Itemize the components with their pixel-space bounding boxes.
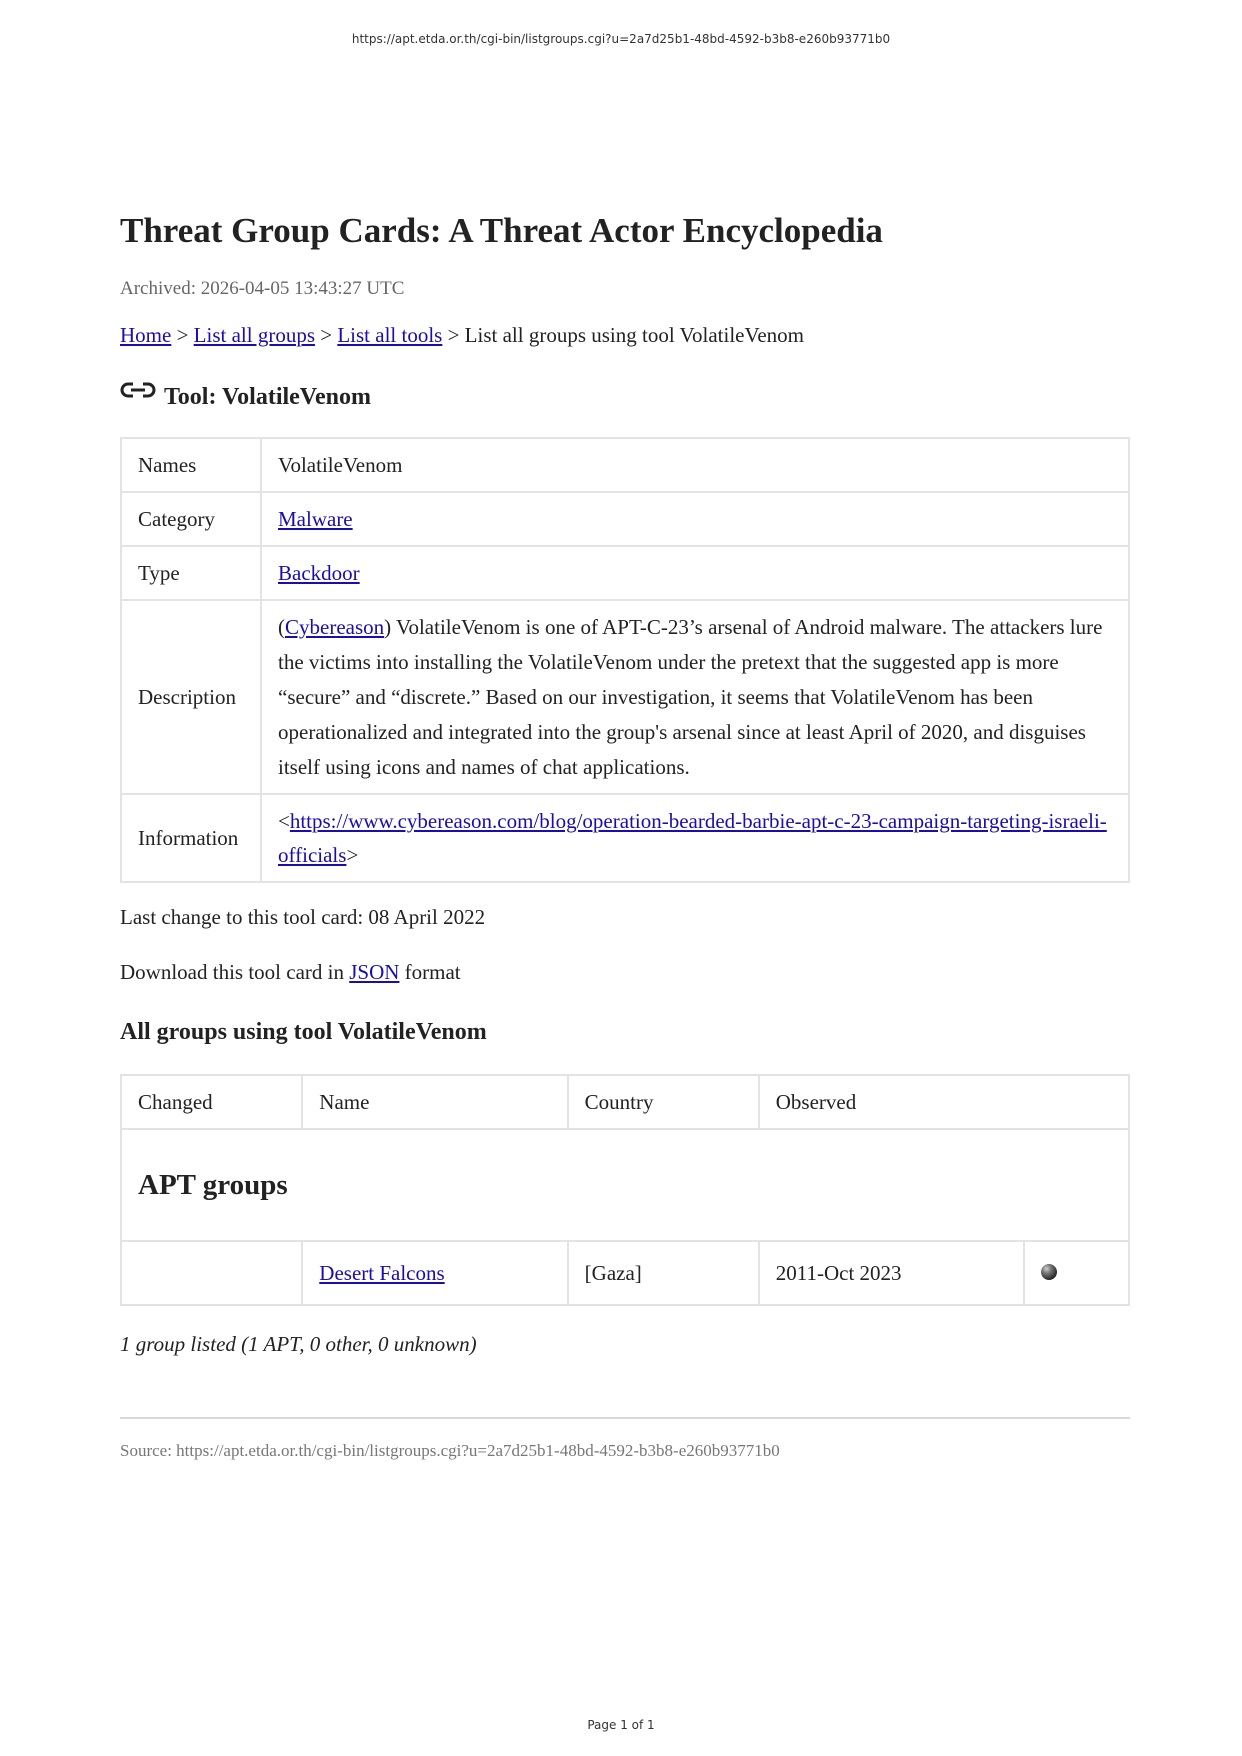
type-label: Type <box>121 546 261 600</box>
table-row <box>121 794 1129 882</box>
page-number: Page 1 of 1 <box>587 1718 655 1732</box>
breadcrumb-separator: > <box>315 323 338 347</box>
breadcrumb-list-tools-link[interactable]: List all tools <box>337 323 443 347</box>
tool-info-table <box>120 437 1130 883</box>
group-summary: 1 group listed (1 APT, 0 other, 0 unknown) <box>120 1332 477 1356</box>
table-header-row <box>121 1075 1129 1129</box>
group-name-link[interactable]: Desert Falcons <box>319 1260 445 1285</box>
table-row <box>121 438 1129 492</box>
section-title: APT groups <box>121 1129 1129 1241</box>
information-link[interactable]: https://www.cybereason.com/blog/operation-bearded-barbie-apt-c-23-campaign-targeting-israeli-officials <box>278 809 1107 867</box>
groups-table <box>120 1074 1130 1306</box>
names-value: VolatileVenom <box>261 438 1129 492</box>
type-cell <box>261 546 1129 600</box>
breadcrumb <box>120 323 1130 348</box>
type-link[interactable]: Backdoor <box>278 560 360 585</box>
names-label: Names <box>121 438 261 492</box>
column-header-observed: Observed <box>759 1075 1129 1129</box>
globe-cell <box>1024 1241 1129 1305</box>
information-label: Information <box>121 794 261 882</box>
globe-icon <box>1041 1264 1057 1280</box>
archived-timestamp: Archived: 2026-04-05 13:43:27 UTC <box>120 278 405 299</box>
breadcrumb-list-groups-link[interactable]: List all groups <box>193 323 315 347</box>
main-content <box>120 210 1130 1461</box>
download-prefix: Download this tool card in <box>120 960 350 984</box>
category-link[interactable]: Malware <box>278 506 353 531</box>
information-open: < <box>278 809 290 833</box>
country-cell: [Gaza] <box>568 1241 759 1305</box>
print-header-url: https://apt.etda.or.th/cgi-bin/listgroups.cgi?u=2a7d25b1-48bd-4592-b3b8-e260b93771b0 <box>351 32 891 46</box>
table-row <box>121 546 1129 600</box>
page-title: Threat Group Cards: A Threat Actor Encyclopedia <box>120 211 883 250</box>
breadcrumb-current: > List all groups using tool VolatileVenom <box>442 323 804 347</box>
link-icon <box>120 378 158 404</box>
column-header-changed: Changed <box>121 1075 302 1129</box>
information-close: > <box>346 843 359 867</box>
table-row <box>121 600 1129 794</box>
description-cell <box>261 600 1129 794</box>
json-download-link[interactable]: JSON <box>349 960 400 984</box>
section-row <box>121 1129 1129 1241</box>
name-cell <box>302 1241 567 1305</box>
table-row <box>121 1241 1129 1305</box>
column-header-name: Name <box>302 1075 567 1129</box>
category-cell <box>261 492 1129 546</box>
tool-title: Tool: VolatileVenom <box>164 384 371 410</box>
download-suffix: format <box>399 960 461 984</box>
divider <box>120 1417 1130 1419</box>
tool-heading <box>120 384 1130 411</box>
column-header-country: Country <box>568 1075 759 1129</box>
description-text: ) VolatileVenom is one of APT-C-23’s arsenal of Android malware. The attackers lure the victims into installing the VolatileVenom under the pretext that the suggested app is more “secure” and “discrete.” Based on our investigation, it seems that VolatileVenom has been operationalized and integrated into the group's arsenal since at least April of 2020, and disguises itself using icons and names of chat applications. <box>278 614 1103 779</box>
table-row <box>121 492 1129 546</box>
groups-heading: All groups using tool VolatileVenom <box>120 1019 487 1045</box>
description-source-link[interactable]: Cybereason <box>285 614 385 639</box>
download-line <box>120 960 1130 985</box>
source-url: Source: https://apt.etda.or.th/cgi-bin/listgroups.cgi?u=2a7d25b1-48bd-4592-b3b8-e260b93771b0 <box>120 1441 780 1460</box>
category-label: Category <box>121 492 261 546</box>
observed-cell: 2011-Oct 2023 <box>759 1241 1024 1305</box>
last-change: Last change to this tool card: 08 April 2022 <box>120 905 486 929</box>
description-label: Description <box>121 600 261 794</box>
breadcrumb-separator: > <box>171 323 194 347</box>
description-paren: ( <box>278 614 285 639</box>
changed-cell <box>121 1241 302 1305</box>
breadcrumb-home-link[interactable]: Home <box>120 323 172 347</box>
information-cell <box>261 794 1129 882</box>
